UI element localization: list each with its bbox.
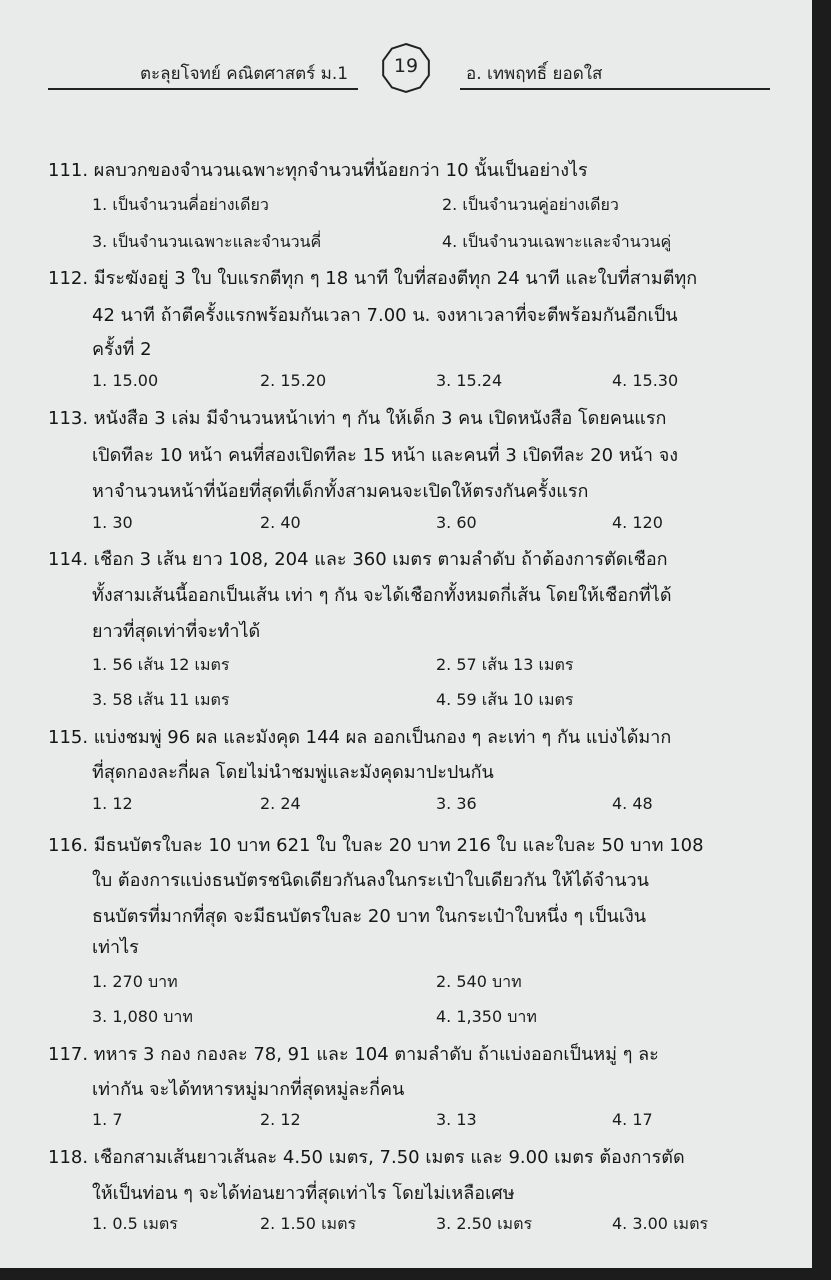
question-111-option-1: 1. เป็นจำนวนคี่อย่างเดียว bbox=[92, 195, 269, 214]
question-118-option-1: 1. 0.5 เมตร bbox=[92, 1214, 178, 1233]
question-115-option-1: 1. 12 bbox=[92, 794, 133, 813]
author-name: อ. เทพฤทธิ์ ยอดใส bbox=[466, 64, 603, 84]
page-number: 19 bbox=[393, 55, 419, 77]
question-115-text-line-2: ที่สุดกองละกี่ผล โดยไม่นำชมพู่และมังคุดมาปะปนกัน bbox=[92, 762, 494, 783]
question-112-option-4: 4. 15.30 bbox=[612, 371, 679, 390]
question-114-option-3: 3. 58 เส้น 11 เมตร bbox=[92, 690, 230, 709]
question-112-text-line-3: ครั้งที่ 2 bbox=[92, 339, 152, 360]
book-title: ตะลุยโจทย์ คณิตศาสตร์ ม.1 bbox=[140, 64, 349, 84]
question-111-option-4: 4. เป็นจำนวนเฉพาะและจำนวนคู่ bbox=[442, 232, 672, 251]
question-116-option-1: 1. 270 บาท bbox=[92, 972, 178, 991]
question-111-option-3: 3. เป็นจำนวนเฉพาะและจำนวนคี่ bbox=[92, 232, 322, 251]
question-115-option-3: 3. 36 bbox=[436, 794, 477, 813]
question-117-text-line-1: 117. ทหาร 3 กอง กองละ 78, 91 และ 104 ตามลำดับ ถ้าแบ่งออกเป็นหมู่ ๆ ละ bbox=[48, 1044, 659, 1065]
question-112-option-1: 1. 15.00 bbox=[92, 371, 159, 390]
question-114-option-4: 4. 59 เส้น 10 เมตร bbox=[436, 690, 574, 709]
question-116-text-line-1: 116. มีธนบัตรใบละ 10 บาท 621 ใบ ใบละ 20 บาท 216 ใบ และใบละ 50 บาท 108 bbox=[48, 835, 704, 856]
question-111-option-2: 2. เป็นจำนวนคู่อย่างเดียว bbox=[442, 195, 619, 214]
question-118-option-2: 2. 1.50 เมตร bbox=[260, 1214, 357, 1233]
question-113-text-line-1: 113. หนังสือ 3 เล่ม มีจำนวนหน้าเท่า ๆ กัน ให้เด็ก 3 คน เปิดหนังสือ โดยคนแรก bbox=[48, 408, 667, 429]
question-118-option-4: 4. 3.00 เมตร bbox=[612, 1214, 709, 1233]
question-112-text-line-1: 112. มีระฆังอยู่ 3 ใบ ใบแรกตีทุก ๆ 18 นาที ใบที่สองตีทุก 24 นาที และใบที่สามตีทุก bbox=[48, 268, 698, 289]
question-115-text-line-1: 115. แบ่งชมพู่ 96 ผล และมังคุด 144 ผล ออกเป็นกอง ๆ ละเท่า ๆ กัน แบ่งได้มาก bbox=[48, 727, 672, 748]
question-113-option-3: 3. 60 bbox=[436, 513, 477, 532]
question-113-option-1: 1. 30 bbox=[92, 513, 133, 532]
question-117-option-3: 3. 13 bbox=[436, 1110, 477, 1129]
question-113-text-line-2: เปิดทีละ 10 หน้า คนที่สองเปิดทีละ 15 หน้า และคนที่ 3 เปิดทีละ 20 หน้า จง bbox=[92, 445, 679, 466]
question-116-option-4: 4. 1,350 บาท bbox=[436, 1007, 537, 1026]
question-118-text-line-2: ให้เป็นท่อน ๆ จะได้ท่อนยาวที่สุดเท่าไร โดยไม่เหลือเศษ bbox=[92, 1183, 515, 1204]
question-114-text-line-3: ยาวที่สุดเท่าที่จะทำได้ bbox=[92, 621, 261, 642]
question-115-option-4: 4. 48 bbox=[612, 794, 653, 813]
question-115-option-2: 2. 24 bbox=[260, 794, 301, 813]
question-116-text-line-3: ธนบัตรที่มากที่สุด จะมีธนบัตรใบละ 20 บาท ในกระเป๋าใบหนึ่ง ๆ เป็นเงิน bbox=[92, 906, 647, 927]
question-112-option-3: 3. 15.24 bbox=[436, 371, 503, 390]
question-117-option-1: 1. 7 bbox=[92, 1110, 123, 1129]
header-rule-left bbox=[48, 88, 358, 90]
question-116-option-3: 3. 1,080 บาท bbox=[92, 1007, 193, 1026]
question-116-option-2: 2. 540 บาท bbox=[436, 972, 522, 991]
question-113-option-2: 2. 40 bbox=[260, 513, 301, 532]
question-114-text-line-1: 114. เชือก 3 เส้น ยาว 108, 204 และ 360 เมตร ตามลำดับ ถ้าต้องการตัดเชือก bbox=[48, 549, 668, 570]
header-rule-right bbox=[460, 88, 770, 90]
page-number-badge bbox=[380, 42, 432, 94]
question-113-text-line-3: หาจำนวนหน้าที่น้อยที่สุดที่เด็กทั้งสามคนจะเปิดให้ตรงกันครั้งแรก bbox=[92, 481, 589, 502]
question-116-text-line-4: เท่าไร bbox=[92, 937, 139, 958]
question-117-option-2: 2. 12 bbox=[260, 1110, 301, 1129]
question-114-text-line-2: ทั้งสามเส้นนี้ออกเป็นเส้น เท่า ๆ กัน จะได้เชือกทั้งหมดกี่เส้น โดยให้เชือกที่ได้ bbox=[92, 585, 672, 606]
question-116-text-line-2: ใบ ต้องการแบ่งธนบัตรชนิดเดียวกันลงในกระเป๋าใบเดียวกัน ให้ได้จำนวน bbox=[92, 870, 649, 891]
question-111-text: 111. ผลบวกของจำนวนเฉพาะทุกจำนวนที่น้อยกว่า 10 นั้นเป็นอย่างไร bbox=[48, 160, 588, 181]
question-112-option-2: 2. 15.20 bbox=[260, 371, 327, 390]
question-114-option-2: 2. 57 เส้น 13 เมตร bbox=[436, 655, 574, 674]
question-118-text-line-1: 118. เชือกสามเส้นยาวเส้นละ 4.50 เมตร, 7.50 เมตร และ 9.00 เมตร ต้องการตัด bbox=[48, 1147, 685, 1168]
question-113-option-4: 4. 120 bbox=[612, 513, 663, 532]
question-112-text-line-2: 42 นาที ถ้าตีครั้งแรกพร้อมกันเวลา 7.00 น. จงหาเวลาที่จะตีพร้อมกันอีกเป็น bbox=[92, 305, 678, 326]
question-118-option-3: 3. 2.50 เมตร bbox=[436, 1214, 533, 1233]
question-114-option-1: 1. 56 เส้น 12 เมตร bbox=[92, 655, 230, 674]
question-117-option-4: 4. 17 bbox=[612, 1110, 653, 1129]
question-117-text-line-2: เท่ากัน จะได้ทหารหมู่มากที่สุดหมู่ละกี่คน bbox=[92, 1079, 405, 1100]
